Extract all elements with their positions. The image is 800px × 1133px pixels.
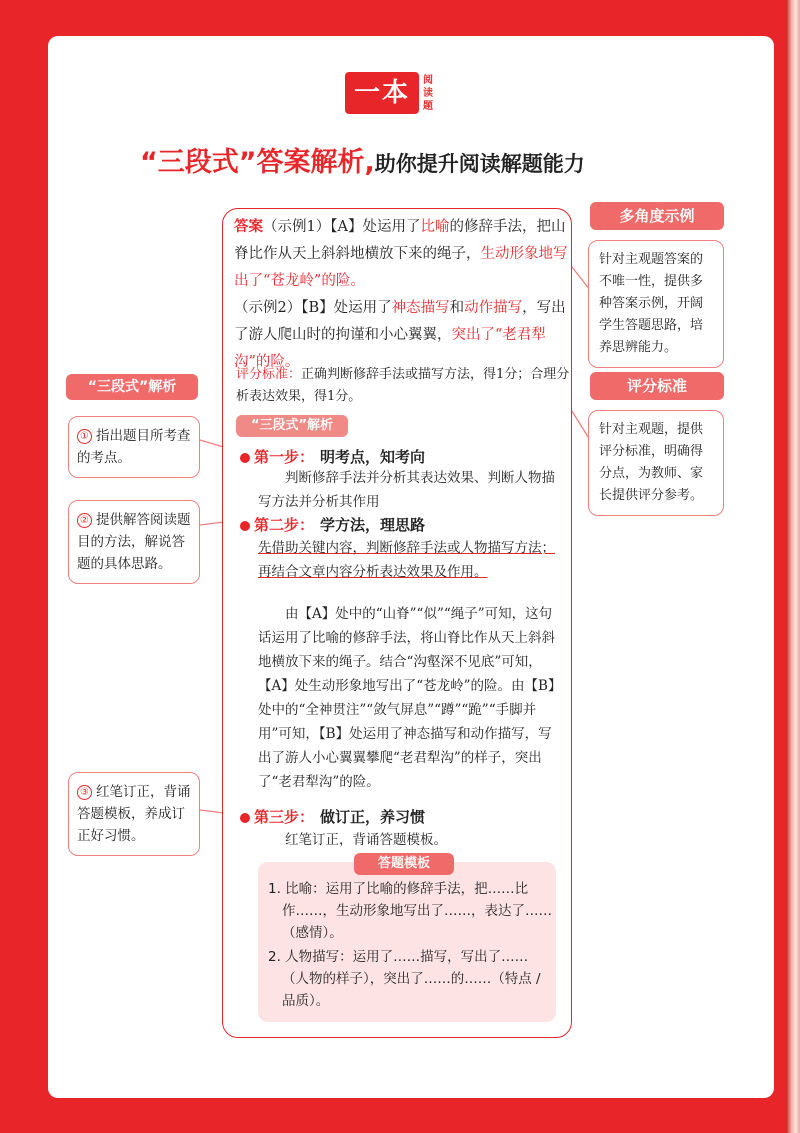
answer-ex1-hl2: 生动形象地写出了“苍龙岭”的险。: [234, 246, 568, 289]
left-box-2-text: 提供解答阅读题目的方法，解说答题的具体思路。: [77, 512, 191, 572]
score-label: 评分标准：: [236, 367, 302, 382]
answer-ex1-a: （示例1）【A】处运用了: [263, 219, 421, 235]
left-box-2: [68, 500, 200, 584]
step1-sub: 明考点，知考向: [320, 448, 426, 466]
step3-label: 第三步：: [254, 808, 315, 826]
page-edge: [786, 0, 800, 1133]
step-bullet-icon: [240, 453, 250, 463]
brand-sub: 阅读题: [423, 75, 433, 112]
number-badge: ③: [77, 785, 92, 800]
score-side-box: 针对主观题，提供评分标准，明确得分点，为教师、家长提供评分参考。: [588, 410, 724, 516]
brand-logo: [345, 72, 445, 114]
multi-angle-title: 多角度示例: [590, 202, 724, 230]
step2-label: 第二步：: [254, 516, 315, 534]
left-analysis-title: “三段式”解析: [66, 374, 198, 400]
number-badge: ①: [77, 429, 92, 444]
step-bullet-icon: [240, 813, 250, 823]
step3-text: 红笔订正，背诵答题模板。: [285, 832, 447, 848]
step1-label: 第一步：: [254, 448, 315, 466]
answer-ex2-hl2: 动作描写: [464, 300, 523, 316]
score-standard: [236, 364, 572, 408]
step2-method-text: 先借助关键内容，判断修辞手法或人物描写方法；再结合文章内容分析表达效果及作用。: [258, 540, 555, 580]
answer-ex2-b: 和: [449, 300, 465, 316]
step-2: [240, 514, 425, 535]
template-title: 答题模板: [354, 853, 454, 875]
left-box-3: [68, 772, 200, 856]
answer-ex2-a: （示例2）【B】处运用了: [234, 300, 392, 316]
brand-name: 一本: [345, 72, 419, 114]
answer-ex1-hl1: 比喻: [420, 219, 450, 235]
step2-sub: 学方法，理思路: [320, 516, 426, 534]
step-bullet-icon: [240, 521, 250, 531]
step3-sub: 做订正，养习惯: [320, 808, 426, 826]
score-side-title: 评分标准: [590, 372, 724, 400]
left-box-3-text: 红笔订正，背诵答题模板，养成订正好习惯。: [77, 784, 191, 844]
multi-angle-box: 针对主观题答案的不唯一性，提供多种答案示例，开阔学生答题思路，培养思辨能力。: [588, 240, 724, 368]
template-items: [264, 878, 552, 1014]
headline-black: 助你提升阅读解题能力: [374, 152, 585, 176]
step1-text: 判断修辞手法并分析其表达效果、判断人物描写方法并分析其作用: [258, 470, 555, 510]
page-headline: [140, 140, 680, 180]
answer-block: [234, 214, 570, 376]
number-badge: ②: [77, 513, 92, 528]
step-3: [240, 806, 425, 827]
analysis-pill: “三段式”解析: [236, 415, 348, 437]
score-text: 正确判断修辞手法或描写方法，得1分；合理分析表达效果，得1分。: [236, 367, 570, 404]
left-box-1-text: 指出题目所考查的考点。: [77, 428, 191, 466]
step2-text: 由【A】处中的“山脊”“似”“绳子”可知，这句话运用了比喻的修辞手法，将山脊比作从天上斜斜地横放下来的绳子。结合“沟壑深不见底”可知，【A】处生动形象地写出了“苍龙岭”的险。由【B】处中的“全神贯注”“敛气屏息”“蹲”“跪”“手脚并用”可知，【B】处运用了神态描写和动作描写，写出了游人小心翼翼攀爬“老君犁沟”的样子，突出了“老君犁沟”的险。: [258, 606, 555, 790]
template-item-1: 1. 比喻：运用了比喻的修辞手法，把……比作……，生动形象地写出了……，表达了……（感情）。: [268, 881, 552, 941]
answer-ex1-b: 的修辞手法，把山脊比作从天上斜斜地横放下来的绳子，: [234, 219, 566, 262]
answer-ex2-hl3: 突出了“老君犁沟”的险。: [234, 327, 546, 370]
answer-ex2-c: ，写出了游人爬山时的拘谨和小心翼翼，: [234, 300, 566, 343]
step-1: [240, 446, 425, 467]
answer-label: 答案: [234, 219, 263, 235]
answer-ex2-hl1: 神态描写: [391, 300, 450, 316]
template-item-2: 2. 人物描写：运用了……描写，写出了……（人物的样子），突出了……的……（特点 / 品质）。: [268, 949, 541, 1009]
headline-red: “三段式”答案解析,: [140, 147, 375, 178]
left-box-1: [68, 416, 200, 478]
